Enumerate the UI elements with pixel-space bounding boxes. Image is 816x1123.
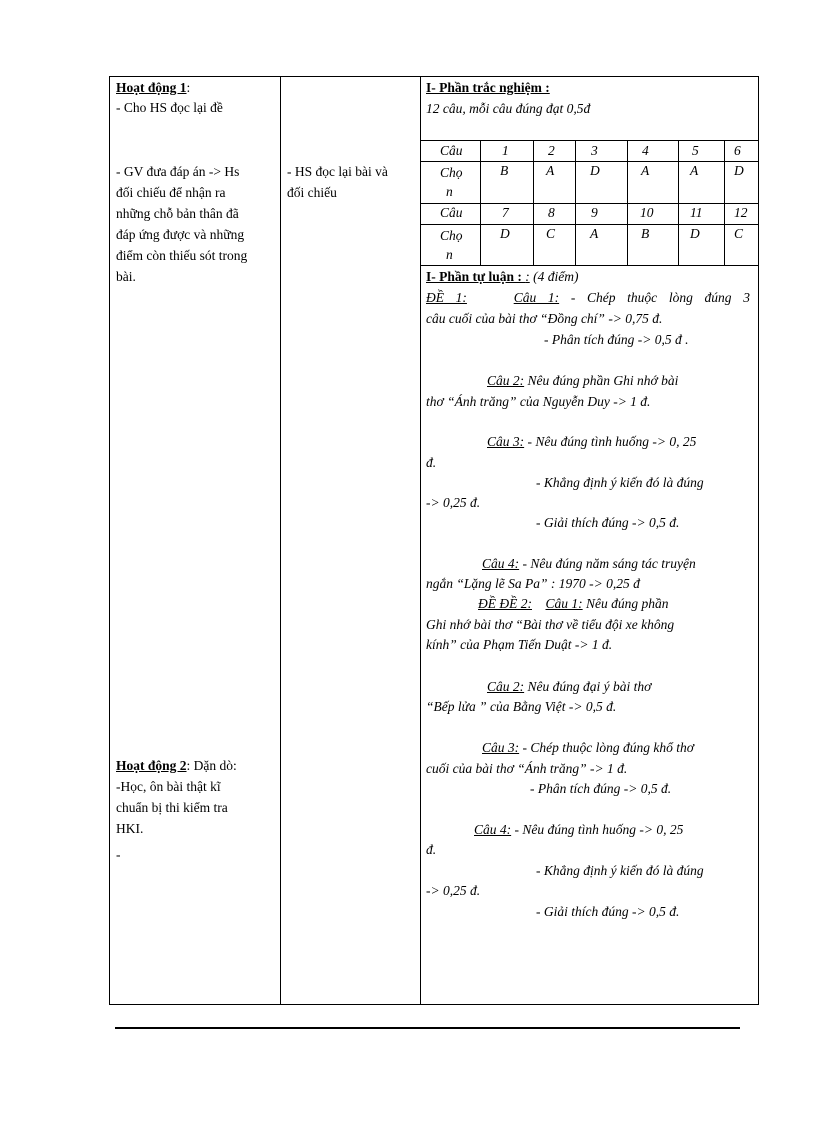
part-1-title: I- Phần trắc nghiệm : [426, 80, 550, 95]
de1-cau3-line-c: - Khẳng định ý kiến đó là đúng [536, 475, 704, 490]
table-left-border [109, 76, 110, 1005]
q6-number: 6 [734, 143, 741, 158]
de2-cau1-text-a: Nêu đúng phần [582, 596, 669, 611]
de2-cau2-text-a: Nêu đúng đại ý bài thơ [524, 679, 652, 694]
row1-choice-label-a: Chọ [440, 165, 463, 180]
de2-cau3-line-b: cuối của bài thơ “Ánh trăng” -> 1 đ. [426, 761, 628, 776]
de1-cau4-line-a [482, 554, 696, 574]
de1-cau1-line-b: câu cuối của bài thơ “Đồng chí” -> 0,75 đ. [426, 311, 663, 326]
de1-cau1-line-a [426, 288, 750, 308]
part-2-colon: : [525, 269, 530, 284]
table-right-border [758, 76, 759, 1005]
activity-2-rest: : Dặn dò: [186, 758, 237, 773]
de2-cau4-line-c: - Khẳng định ý kiến đó là đúng [536, 863, 704, 878]
footer-rule [115, 1027, 740, 1029]
gv-line-2: đối chiếu để nhận ra [116, 185, 226, 200]
student-line-1: - HS đọc lại bài và [287, 164, 388, 179]
de2-label: ĐỀ ĐỀ 2: [478, 596, 532, 611]
de1-cau2-label: Câu 2: [487, 373, 525, 388]
q11-number: 11 [690, 205, 703, 220]
q6-answer: D [734, 163, 744, 178]
q2-answer: A [546, 163, 555, 178]
column-divider-2 [420, 76, 421, 1005]
part-2-heading [426, 267, 578, 287]
q5-answer: A [690, 163, 699, 178]
table-top-border [109, 76, 759, 77]
de2-cau4-line-a [474, 820, 683, 840]
q10-answer: B [641, 226, 650, 241]
q3-number: 3 [591, 143, 598, 158]
q12-answer: C [734, 226, 744, 241]
q4-number: 4 [642, 143, 649, 158]
activity-2-dash: - [116, 847, 121, 862]
de2-cau3-line-a [482, 738, 694, 758]
q4-answer: A [641, 163, 650, 178]
de2-cau4-label: Câu 4: [474, 822, 512, 837]
de1-label: ĐỀ 1: [426, 290, 467, 305]
part-1-subtitle: 12 câu, mỗi câu đúng đạt 0,5đ [426, 101, 591, 116]
de2-cau1-line-a [478, 594, 669, 614]
de1-cau2-line-a [487, 371, 678, 391]
de2-cau3-label: Câu 3: [482, 740, 520, 755]
part-2-title: I- Phần tự luận : [426, 269, 526, 284]
de2-cau1-label: Câu 1: [545, 596, 583, 611]
activity-2-heading [116, 756, 237, 776]
de1-cau2-text-a: Nêu đúng phần Ghi nhớ bài [524, 373, 679, 388]
q1-number: 1 [502, 143, 509, 158]
de2-cau2-label: Câu 2: [487, 679, 525, 694]
activity-1-line: - Cho HS đọc lại đề [116, 100, 223, 115]
de2-cau2-line-a [487, 677, 651, 697]
activity-2-line-3: HKI. [116, 821, 144, 836]
de1-cau2-line-b: thơ “Ánh trăng” của Nguyễn Duy -> 1 đ. [426, 394, 651, 409]
de1-cau3-line-e: - Giải thích đúng -> 0,5 đ. [536, 515, 680, 530]
column-divider-1 [280, 76, 281, 1005]
row1-header-label: Câu [440, 143, 463, 158]
de1-cau1-label: Câu 1: [513, 290, 560, 305]
student-line-2: đối chiếu [287, 185, 337, 200]
q1-answer: B [500, 163, 509, 178]
de2-cau4-line-d: -> 0,25 đ. [426, 883, 481, 898]
de1-cau1-line-c: - Phân tích đúng -> 0,5 đ . [544, 332, 689, 347]
de2-cau1-line-c: kính” của Phạm Tiến Duật -> 1 đ. [426, 637, 613, 652]
q7-answer: D [500, 226, 510, 241]
q11-answer: D [690, 226, 700, 241]
activity-1-title: Hoạt động 1 [116, 80, 187, 95]
activity-1-colon: : [186, 80, 191, 95]
row1-choice-label [440, 163, 463, 201]
de1-cau4-text-a: - Nêu đúng năm sáng tác truyện [519, 556, 696, 571]
row1-choice-label-b: n [446, 184, 453, 199]
de1-cau3-line-b: đ. [426, 455, 437, 470]
gv-line-3: những chỗ bản thân đã [116, 206, 239, 221]
activity-2-title: Hoạt động 2 [116, 758, 187, 773]
de2-cau3-text-a: - Chép thuộc lòng đúng khổ thơ [519, 740, 694, 755]
row2-choice-label-a: Chọ [440, 228, 463, 243]
activity-1-heading [116, 78, 190, 98]
de1-cau3-line-a [487, 432, 696, 452]
de2-cau4-text-a: - Nêu đúng tình huống -> 0, 25 [511, 822, 684, 837]
de2-cau2-line-b: “Bếp lửa ” của Bằng Việt -> 0,5 đ. [426, 699, 617, 714]
q9-number: 9 [591, 205, 598, 220]
gv-line-4: đáp ứng được và những [116, 227, 245, 242]
q7-number: 7 [502, 205, 509, 220]
de2-cau3-line-c: - Phân tích đúng -> 0,5 đ. [530, 781, 672, 796]
gv-line-1: - GV đưa đáp án -> Hs [116, 164, 240, 179]
q12-number: 12 [734, 205, 748, 220]
row2-header-label: Câu [440, 205, 463, 220]
activity-2-line-2: chuẩn bị thi kiểm tra [116, 800, 228, 815]
de2-cau4-line-e: - Giải thích đúng -> 0,5 đ. [536, 904, 680, 919]
part-2-points: (4 điểm) [529, 269, 579, 284]
de2-cau1-line-b: Ghi nhớ bài thơ “Bài thơ về tiểu đội xe không [426, 617, 675, 632]
de1-cau3-label: Câu 3: [487, 434, 525, 449]
gv-line-6: bài. [116, 269, 136, 284]
q2-number: 2 [548, 143, 555, 158]
q10-number: 10 [640, 205, 654, 220]
activity-2-line-1: -Học, ôn bài thật kĩ [116, 779, 221, 794]
table-bottom-border [109, 1004, 759, 1005]
de1-cau1-text-a: - Chép thuộc lòng đúng 3 [559, 290, 750, 305]
q8-answer: C [546, 226, 556, 241]
q5-number: 5 [692, 143, 699, 158]
de1-cau4-line-b: ngắn “Lặng lẽ Sa Pa” : 1970 -> 0,25 đ [426, 576, 640, 591]
row2-choice-label [440, 226, 463, 264]
row2-choice-label-b: n [446, 247, 453, 262]
de1-cau3-line-d: -> 0,25 đ. [426, 495, 481, 510]
q9-answer: A [590, 226, 599, 241]
q3-answer: D [590, 163, 600, 178]
de1-cau4-label: Câu 4: [482, 556, 520, 571]
de1-cau3-text-a: - Nêu đúng tình huống -> 0, 25 [524, 434, 697, 449]
q8-number: 8 [548, 205, 555, 220]
gv-line-5: điểm còn thiếu sót trong [116, 248, 248, 263]
de2-cau4-line-b: đ. [426, 842, 437, 857]
